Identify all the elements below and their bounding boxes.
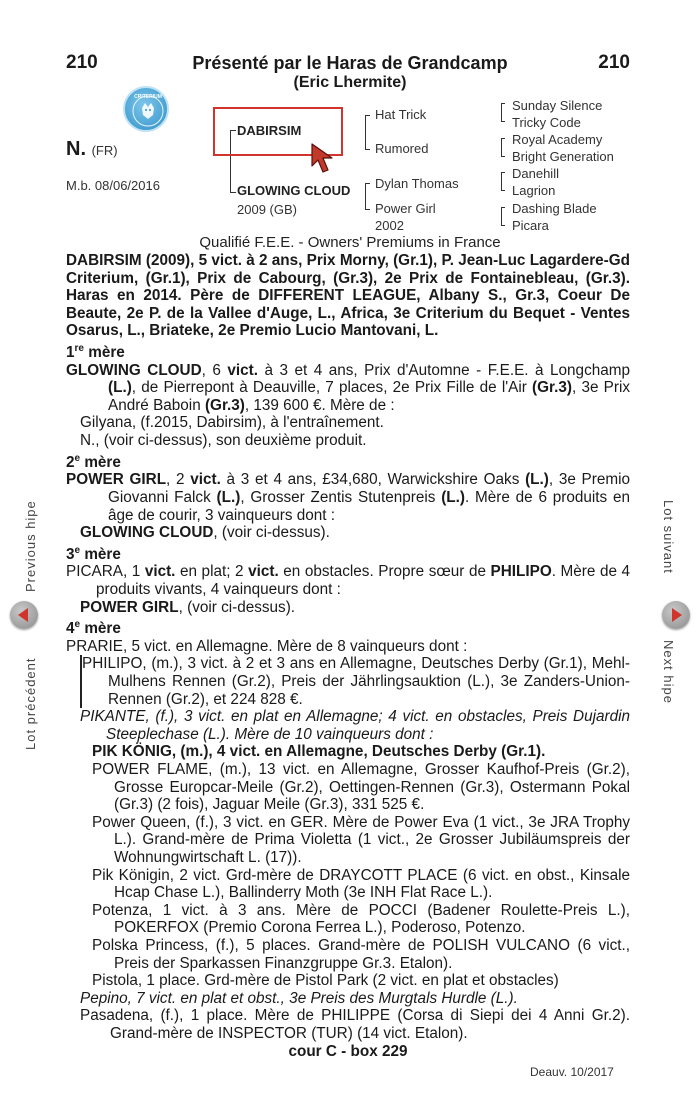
cursor-pointer-icon: [310, 142, 338, 176]
ped-sdd: Bright Generation: [512, 149, 614, 164]
philipo-entry: PHILIPO, (m.), 3 vict. à 2 et 3 ans en Allemagne, Deutsches Derby (Gr.1), Mehl-Mulhens Rennen (Gr.2), Preis der Jährlingsauktion (L.), 3e Zanders-Union-Rennen (Gr.2), et 224 828 €.: [82, 655, 630, 708]
powerflame-entry: POWER FLAME, (m.), 13 vict. en Allemagne, Grosser Kaufhof-Preis (Gr.2), Grosse Europcar-Meile (Gr.2), Oettingen-Rennen (Gr.3), Ostermann Pokal (Gr.3) (2 fois), Jaguar Meile (Gr.3), 331 525 €.: [92, 761, 630, 814]
second-dam-produce-1: GLOWING CLOUD, (voir ci-dessus).: [80, 524, 330, 542]
sire-sire: Hat Trick: [375, 107, 427, 122]
lot-number-right: 210: [598, 52, 630, 73]
pepino-entry: Pepino, 7 vict. en plat et obst., 3e Preis des Murgtals Hurdle (L.).: [80, 989, 518, 1007]
ped-ddd: Picara: [512, 218, 549, 233]
horse-name: N. (FR): [66, 138, 118, 160]
sire-dam: Rumored: [375, 141, 429, 156]
powerqueen-entry: Power Queen, (f.), 3 vict. en GER. Mère de Power Eva (1 vict., 3e JRA Trophy L.). Grand-mère de Prima Violetta (1 vict., 2e Grosser Jubiläumspreis der Wohnungwirtschaft L. (17)).: [92, 813, 630, 866]
presenter-subtitle: (Eric Lhermite): [293, 74, 407, 91]
presenter-title: Présenté par le Haras de Grandcamp: [192, 53, 508, 73]
pasadena-entry: Pasadena, (f.), 1 place. Mère de PHILIPPE (Corsa di Siepi dei 4 Anni Gr.2). Grand-mère de INSPECTOR (TUR) (14 vict. Etalon).: [80, 1007, 630, 1042]
ped-ssd: Tricky Code: [512, 115, 581, 130]
next-hipe-label[interactable]: Next hipe: [661, 640, 676, 704]
potenza-entry: Potenza, 1 vict. à 3 ans. Mère de POCCI (Badener Roulette-Preis L.), POKERFOX (Premio Corona Ferrea L.), Poderoso, Potenzo.: [92, 901, 630, 937]
second-dam-heading: 2e mère: [66, 452, 121, 471]
catalogue-body: [66, 252, 630, 1060]
next-lot-label[interactable]: Lot suivant: [661, 500, 676, 574]
box-location: cour C - box 229: [288, 1042, 408, 1060]
criterium-logo-icon: [123, 86, 169, 132]
dam-sire: Dylan Thomas: [375, 176, 459, 191]
dam-name: GLOWING CLOUD: [237, 183, 351, 198]
ped-sss: Sunday Silence: [512, 98, 603, 113]
third-dam-paragraph: PICARA, 1 vict. en plat; 2 vict. en obstacles. Propre sœur de PHILIPO. Mère de 4 produits vivants, 4 vainqueurs dont :: [66, 563, 631, 598]
third-dam-produce-1: POWER GIRL, (voir ci-dessus).: [80, 598, 296, 616]
previous-button[interactable]: [10, 601, 38, 629]
horse-origin: (FR): [91, 143, 118, 158]
ped-sds: Royal Academy: [512, 132, 603, 147]
pikkonigin-entry: Pik Königin, 2 vict. Grd-mère de DRAYCOTT PLACE (6 vict. en obst., Kinsale Hcap Chase L.), Ballinderry Moth (3e INH Flat Race L.).: [92, 866, 630, 902]
ped-dsd: Lagrion: [512, 183, 556, 198]
prev-hipe-label[interactable]: Previous hipe: [23, 500, 38, 592]
pikante-entry: PIKANTE, (f.), 3 vict. en plat en Allemagne; 4 vict. en obstacles, Preis Dujardin Steeplechase (L.). Mère de 10 vainqueurs dont :: [80, 708, 630, 743]
second-dam-paragraph: POWER GIRL, 2 vict. à 3 et 4 ans, £34,680, Warwickshire Oaks (L.), 3e Premio Giovanni Falck (L.), Grosser Zentis Stutenpreis (L.). Mère de 6 produits en âge de courir, 3 vainqueurs dont :: [66, 471, 631, 524]
sale-reference: Deauv. 10/2017: [530, 1065, 614, 1079]
dam-dam: Power Girl: [375, 201, 436, 216]
lot-number-left: 210: [66, 52, 98, 73]
horse-birth: M.b. 08/06/2016: [66, 178, 160, 193]
sire-paragraph: DABIRSIM (2009), 5 vict. à 2 ans, Prix Morny, (Gr.1), P. Jean-Luc Lagardere-Gd Criterium, (Gr.1), Prix de Cabourg, (Gr.3), 2e Prix de Fontainebleau, (Gr.3). Haras en 2014. Père de DIFFERENT LEAGUE, Albany S., Gr.3, Coeur De Beaute, 2e P. de la Vallee d'Auge, L., Africa, 3e Criterium du Bequet - Ventes Osarus, L., Briateke, 2e Premio Lucio Mantovani, L.: [66, 252, 630, 340]
pistola-entry: Pistola, 1 place. Grd-mère de Pistol Park (2 vict. en plat et obstacles): [92, 972, 559, 990]
arrow-left-icon: [10, 601, 38, 629]
pikkonig-entry: PIK KÖNIG, (m.), 4 vict. en Allemagne, Deutsches Derby (Gr.1).: [92, 743, 546, 761]
dam-info: 2009 (GB): [237, 202, 297, 217]
third-dam-heading: 3e mère: [66, 544, 121, 563]
first-dam-heading: 1re mère: [66, 342, 125, 362]
qualification: Qualifié F.E.E. - Owners' Premiums in France: [199, 234, 501, 251]
sire-name: DABIRSIM: [237, 123, 302, 138]
polska-entry: Polska Princess, (f.), 5 places. Grand-mère de POLISH VULCANO (6 vict., Preis der Sparkassen Finanzgruppe Gr.3. Etalon).: [92, 936, 630, 972]
first-dam-paragraph: GLOWING CLOUD, 6 vict. à 3 et 4 ans, Prix d'Automne - F.E.E. à Longchamp (L.), de Pierrepont à Deauville, 7 places, 2e Prix Fille de l'Air (Gr.3), 3e Prix André Baboin (Gr.3), 139 600 €. Mère de :: [66, 361, 630, 414]
prev-lot-label[interactable]: Lot précédent: [23, 657, 38, 750]
next-button[interactable]: [662, 601, 690, 629]
arrow-right-icon: [662, 601, 690, 629]
first-dam-produce-1: Gilyana, (f.2015, Dabirsim), à l'entraînement.: [80, 414, 384, 432]
ped-dss: Danehill: [512, 166, 559, 181]
badge-text: CRITERIUM: [134, 94, 162, 100]
ped-dds: Dashing Blade: [512, 201, 597, 216]
dam-dam-year: 2002: [375, 218, 404, 233]
fourth-dam-intro: PRARIE, 5 vict. en Allemagne. Mère de 8 vainqueurs dont :: [66, 637, 468, 655]
fourth-dam-heading: 4e mère: [66, 619, 121, 638]
first-dam-produce-2: N., (voir ci-dessus), son deuxième produit.: [80, 432, 367, 450]
